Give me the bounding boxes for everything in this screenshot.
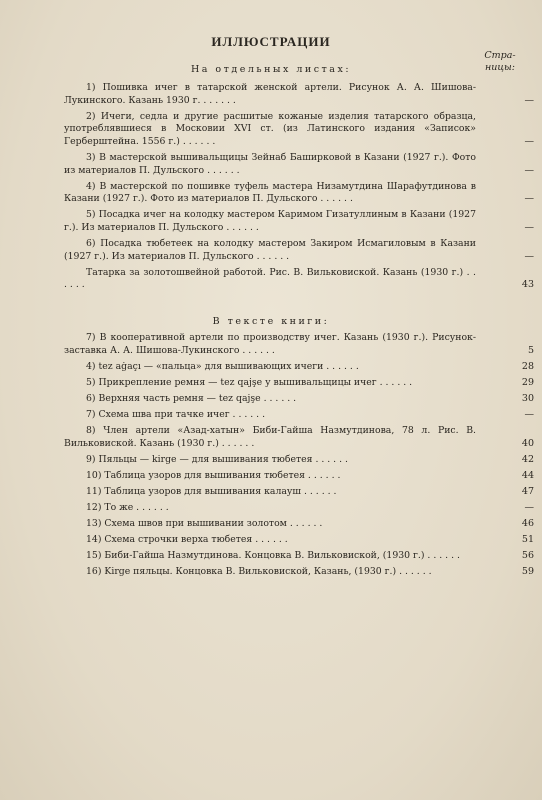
pages-column-header: Стра- ницы: (484, 50, 516, 73)
list-item (64, 82, 534, 107)
entry-text: 6) Верхняя часть ремня — tez qajşe . . . . . . (86, 392, 297, 404)
list-item (64, 209, 534, 234)
entry-page-number: — (524, 502, 534, 514)
list-item (64, 534, 534, 547)
entry-page-number: 43 (521, 279, 534, 291)
entry-page-number: 44 (521, 469, 534, 481)
list-item (64, 469, 534, 483)
entry-page-number: 46 (521, 518, 534, 530)
entry-page-number: 42 (521, 453, 534, 465)
entry-text: 2) Ичеги, седла и другие расшитые кожаные изделия татарского образца, употреблявшиеся в Московии XVI ст. (из Латинского издания «Записок» Герберштейна. 1556 г.) . . . . . . (64, 110, 476, 147)
entry-page-number: 51 (521, 534, 534, 546)
list-item (64, 502, 534, 515)
page-title: ИЛЛЮСТРАЦИИ (211, 34, 331, 49)
list-item (64, 408, 534, 422)
entry-page-number: — (524, 164, 534, 176)
text-illustrations-list (64, 332, 534, 583)
list-item (64, 376, 534, 390)
entry-text: 7) В кооперативной артели по производству ичег. Казань (1930 г.). Рисунок-заставка А. А. Шишова-Лукинского . . . . . . (64, 332, 476, 356)
list-item (64, 566, 534, 579)
entry-text: 4) tez aġaçı — «пальца» для вышивающих ичеги . . . . . . (86, 360, 359, 372)
entry-page-number: 47 (521, 485, 534, 497)
entry-page-number: 56 (521, 550, 534, 562)
list-item (64, 425, 534, 450)
section-heading-text: В тексте книги: (212, 316, 330, 327)
entry-page-number: — (524, 221, 534, 233)
entry-text: 12) То же . . . . . . (86, 502, 169, 514)
entry-page-number: 29 (521, 376, 534, 388)
section-heading-plates: На отдельных листах: (190, 64, 352, 75)
entry-text: 8) Член артели «Азад-хатын» Биби-Гайша Назмутдинова, 78 л. Рис. В. Вильковиской. Казань (1930 г.) . . . . . . (64, 425, 476, 449)
list-item (64, 151, 534, 177)
entry-page-number: 30 (521, 392, 534, 404)
list-item (64, 180, 534, 206)
entry-text: 9) Пяльцы — kirge — для вышивания тюбетея . . . . . . (86, 453, 348, 465)
entry-page-number: 28 (521, 360, 534, 372)
entry-text: 4) В мастерской по пошивке туфель мастера Низамутдина Шарафутдинова в Казани (1927 г.). Фото из материалов П. Дульского . . . . . . (64, 180, 476, 205)
entry-text: 15) Биби-Гайша Назмутдинова. Концовка В. Вильковиской, (1930 г.) . . . . . . (86, 550, 460, 562)
list-item (64, 453, 534, 467)
entry-page-number: 5 (527, 344, 534, 356)
entry-text: 3) В мастерской вышивальщицы Зейнаб Баширковой в Казани (1927 г.). Фото из материалов П. Дульского . . . . . . (64, 151, 476, 176)
entry-text: 13) Схема швов при вышивании золотом . . . . . . (86, 518, 323, 530)
entry-text: 10) Таблица узоров для вышивания тюбетея . . . . . . (86, 469, 341, 481)
entry-text: 14) Схема строчки верха тюбетея . . . . . . (86, 534, 288, 546)
list-item (64, 518, 534, 531)
entry-text: 1) Пошивка ичег в татарской женской артели. Рисунок А. А. Шишова-Лукинского. Казань 1930 г. . . . . . . (64, 82, 476, 106)
list-item (64, 110, 534, 149)
entry-page-number: — (524, 193, 534, 205)
list-item (64, 332, 534, 357)
entry-text: 6) Посадка тюбетеек на колодку мастером Закиром Исмагиловым в Казани (1927 г.). Из материалов П. Дульского . . . . . . (64, 238, 476, 262)
entry-text: 5) Посадка ичег на колодку мастером Каримом Гизатуллиным в Казани (1927 г.). Из материалов П. Дульского . . . . . . (64, 209, 476, 233)
entry-text: Татарка за золотошвейной работой. Рис. В. Вильковиской. Казань (1930 г.) . . . . . . (64, 266, 476, 291)
entry-page-number: — (524, 94, 534, 106)
entry-page-number: 40 (521, 437, 534, 449)
list-item (64, 238, 534, 263)
entry-page-number: — (524, 250, 534, 262)
entry-text: 7) Схема шва при тачке ичег . . . . . . (86, 408, 266, 420)
list-item (64, 266, 534, 292)
list-item (64, 550, 534, 563)
entry-page-number: — (524, 135, 534, 147)
plates-list (64, 82, 534, 295)
entry-page-number: 59 (521, 566, 534, 578)
entry-text: 16) Kirge пяльцы. Концовка В. Вильковиской, Казань, (1930 г.) . . . . . . (86, 566, 432, 578)
entry-text: 11) Таблица узоров для вышивания калауш . . . . . . (86, 485, 337, 497)
entry-text: 5) Прикрепление ремня — tez qajşe у вышивальщицы ичег . . . . . . (86, 376, 413, 388)
entry-page-number: — (524, 408, 534, 420)
list-item (64, 392, 534, 406)
list-item (64, 360, 534, 374)
list-item (64, 485, 534, 499)
